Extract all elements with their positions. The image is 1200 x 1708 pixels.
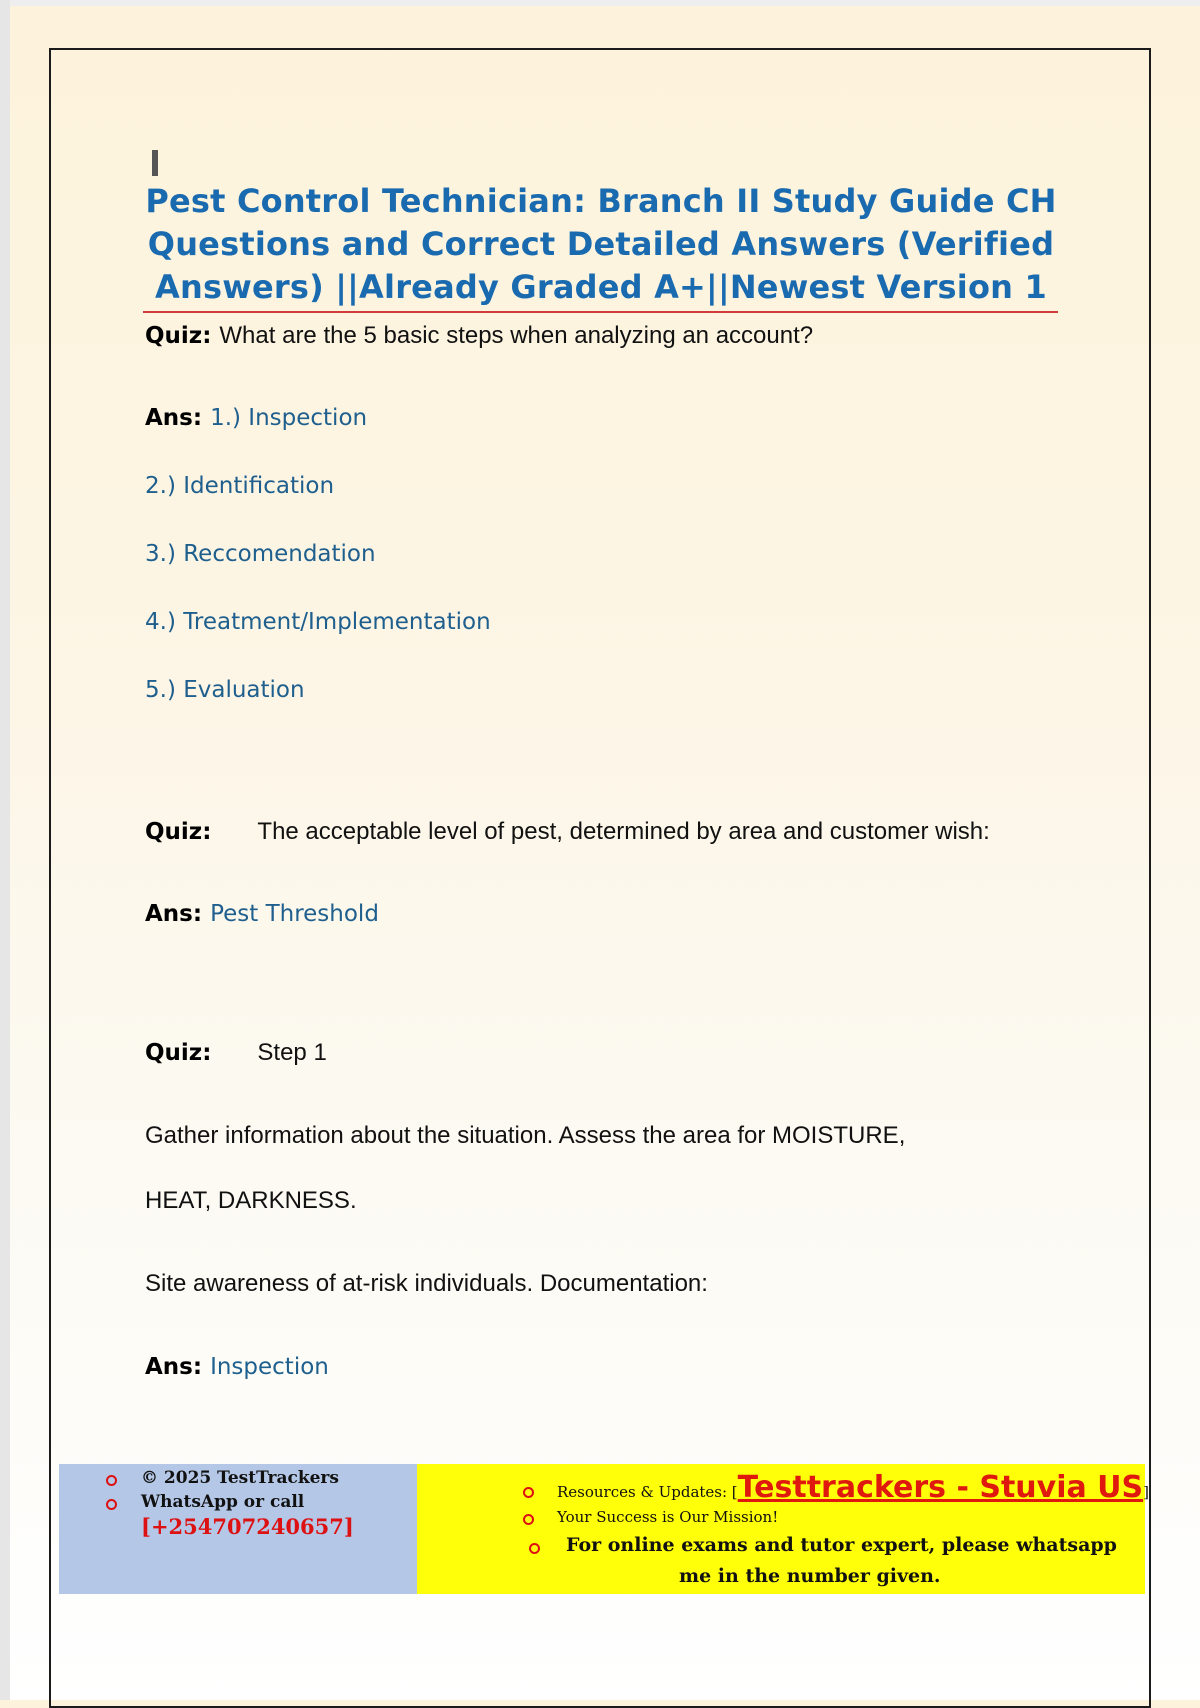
quiz-2 <box>145 817 990 847</box>
quiz-3-detail-1: Gather information about the situation. Assess the area for MOISTURE, <box>145 1122 906 1149</box>
quiz-label: Quiz: <box>145 323 212 349</box>
answer-1-item-2: 2.) Identification <box>145 473 335 499</box>
bullet-icon <box>523 1487 534 1498</box>
footer-resources-line <box>557 1470 1149 1505</box>
bullet-icon <box>106 1475 117 1486</box>
bullet-icon <box>529 1543 540 1554</box>
answer-label: Ans: <box>145 405 203 431</box>
answer-label: Ans: <box>145 1354 203 1380</box>
quiz-2-question: The acceptable level of pest, determined by area and customer wish: <box>257 818 990 845</box>
footer-mission: Your Success is Our Mission! <box>557 1508 779 1526</box>
footer-copyright: © 2025 TestTrackers <box>141 1468 339 1488</box>
answer-2 <box>145 899 379 929</box>
phone-number[interactable]: +254707240657 <box>150 1514 344 1539</box>
footer-phone[interactable]: [+254707240657] <box>141 1514 354 1539</box>
bullet-icon <box>106 1499 117 1510</box>
quiz-3 <box>145 1038 327 1068</box>
resources-link[interactable]: Testtrackers - Stuvia US <box>737 1470 1144 1505</box>
quiz-3-detail-2: HEAT, DARKNESS. <box>145 1187 357 1214</box>
text-cursor-mark <box>152 150 158 176</box>
viewer-top-edge <box>0 0 1200 6</box>
footer-promo-panel <box>417 1464 1149 1594</box>
answer-1-item-5: 5.) Evaluation <box>145 677 305 703</box>
resources-label: Resources & Updates: [ <box>557 1483 738 1501</box>
quiz-label: Quiz: <box>145 819 212 845</box>
title-underline <box>143 311 1058 313</box>
answer-1-item-3: 3.) Reccomendation <box>145 541 376 567</box>
answer-2-text: Pest Threshold <box>210 901 379 927</box>
answer-1-item-4: 4.) Treatment/Implementation <box>145 609 491 635</box>
footer-offer-line-1: For online exams and tutor expert, please whatsapp <box>566 1534 1117 1556</box>
answer-3-text: Inspection <box>210 1354 329 1380</box>
footer-offer-line-2: me in the number given. <box>679 1565 941 1587</box>
answer-1 <box>145 403 367 433</box>
document-title: Pest Control Technician: Branch II Study Guide CH Questions and Correct Detailed Answers (Verified Answers) ||Already Graded A+||Newest Version 1 <box>145 182 1057 306</box>
footer-contact-label: WhatsApp or call <box>141 1492 305 1512</box>
quiz-1 <box>145 321 813 351</box>
answer-1-item-1: 1.) Inspection <box>210 405 368 431</box>
footer-contact-panel <box>59 1464 417 1594</box>
footer-banner <box>59 1464 1149 1594</box>
answer-3 <box>145 1352 329 1382</box>
quiz-label: Quiz: <box>145 1040 212 1066</box>
quiz-3-question: Step 1 <box>257 1039 327 1066</box>
viewer-left-edge <box>0 0 10 1700</box>
resources-close: ] <box>1143 1483 1149 1501</box>
quiz-1-question: What are the 5 basic steps when analyzing an account? <box>219 322 814 349</box>
answer-label: Ans: <box>145 901 203 927</box>
bullet-icon <box>523 1514 534 1525</box>
quiz-3-detail-3: Site awareness of at-risk individuals. Documentation: <box>145 1270 708 1297</box>
